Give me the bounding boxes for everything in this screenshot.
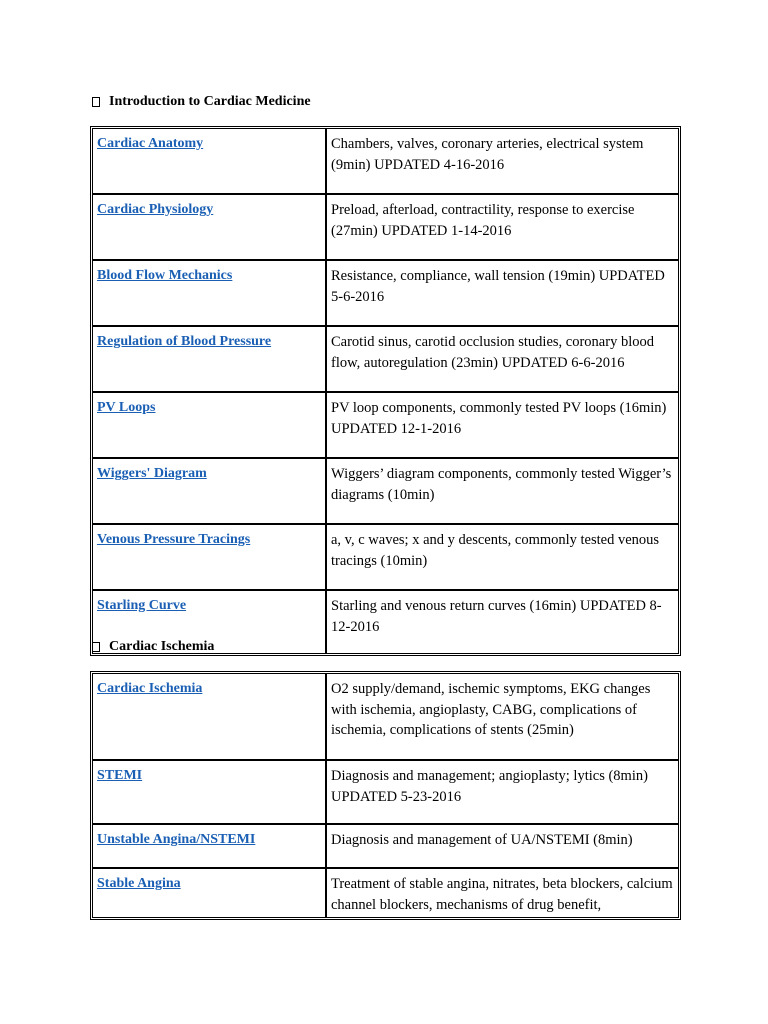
topic-link-cardiac-anatomy[interactable]: Cardiac Anatomy: [97, 136, 204, 151]
topic-description: Treatment of stable angina, nitrates, beta blockers, calcium channel blockers, mechanisms of drug benefit,: [331, 876, 673, 913]
topic-link-blood-flow-mechanics[interactable]: Blood Flow Mechanics: [97, 268, 233, 283]
topic-link-wiggers-diagram[interactable]: Wiggers' Diagram: [97, 466, 207, 481]
topic-description: Preload, afterload, contractility, response to exercise (27min) UPDATED 1-14-2016: [331, 202, 635, 239]
topics-table-intro: [90, 126, 681, 656]
topic-description: PV loop components, commonly tested PV loops (16min) UPDATED 12-1-2016: [331, 400, 667, 437]
topic-link-stable-angina[interactable]: Stable Angina: [97, 876, 181, 891]
topic-description: O2 supply/demand, ischemic symptoms, EKG changes with ischemia, angioplasty, CABG, complications of ischemia, complications of stents (25min): [331, 681, 651, 738]
checkbox-bullet-icon: [92, 97, 100, 107]
table-row: [93, 259, 678, 325]
table-row: [93, 391, 678, 457]
topic-description: Diagnosis and management; angioplasty; lytics (8min) UPDATED 5-23-2016: [331, 768, 648, 805]
topic-link-venous-pressure-tracings[interactable]: Venous Pressure Tracings: [97, 532, 251, 547]
topic-link-unstable-angina-nstemi[interactable]: Unstable Angina/NSTEMI: [97, 832, 256, 847]
topic-description: Carotid sinus, carotid occlusion studies, coronary blood flow, autoregulation (23min) UPDATED 6-6-2016: [331, 334, 654, 371]
table-row: [93, 759, 678, 823]
topic-description: Chambers, valves, coronary arteries, electrical system (9min) UPDATED 4-16-2016: [331, 136, 644, 173]
table-row: [93, 193, 678, 259]
table-row: [93, 457, 678, 523]
table-row: [93, 129, 678, 193]
topic-description: Diagnosis and management of UA/NSTEMI (8min): [331, 832, 633, 848]
table-row: [93, 674, 678, 759]
section-title: Introduction to Cardiac Medicine: [109, 94, 311, 109]
table-row: [93, 867, 678, 917]
checkbox-bullet-icon: [92, 642, 100, 652]
section-title: Cardiac Ischemia: [109, 639, 215, 654]
topic-link-regulation-of-blood-pressure[interactable]: Regulation of Blood Pressure: [97, 334, 272, 349]
topics-table-ischemia: [90, 671, 681, 920]
table-row: [93, 523, 678, 589]
topic-description: a, v, c waves; x and y descents, commonly tested venous tracings (10min): [331, 532, 660, 569]
table-row: [93, 325, 678, 391]
topic-link-starling-curve[interactable]: Starling Curve: [97, 598, 187, 613]
topic-link-stemi[interactable]: STEMI: [97, 768, 143, 783]
section-heading-intro: [92, 94, 311, 110]
topic-description: Starling and venous return curves (16min) UPDATED 8-12-2016: [331, 598, 662, 635]
table-row: [93, 823, 678, 867]
topic-link-cardiac-ischemia[interactable]: Cardiac Ischemia: [97, 681, 203, 696]
topic-description: Resistance, compliance, wall tension (19min) UPDATED 5-6-2016: [331, 268, 665, 305]
topic-link-pv-loops[interactable]: PV Loops: [97, 400, 156, 415]
topic-description: Wiggers’ diagram components, commonly tested Wigger’s diagrams (10min): [331, 466, 672, 503]
section-heading-ischemia: [92, 639, 214, 655]
topic-link-cardiac-physiology[interactable]: Cardiac Physiology: [97, 202, 214, 217]
